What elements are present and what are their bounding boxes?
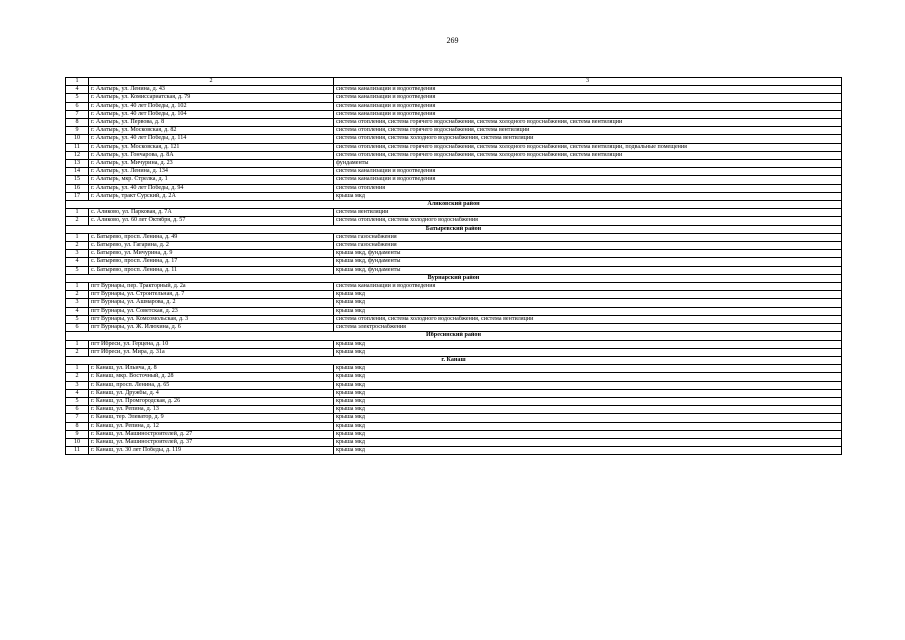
row-systems: крыша мкд (334, 291, 842, 299)
row-number: 1 (66, 233, 89, 241)
table-row (66, 176, 842, 184)
row-address: г. Алатырь, ул. Московская, д. 121 (89, 143, 334, 151)
row-address: пгт Вурнары, пер. Тракторный, д. 2а (89, 283, 334, 291)
section-title: Аликовский район (66, 201, 842, 209)
row-address: г. Алатырь, тракт Сурский, д. 2А (89, 192, 334, 200)
row-systems: система канализации и водоотведения (334, 86, 842, 94)
row-systems: крыша мкд (334, 389, 842, 397)
table-row (66, 414, 842, 422)
row-address: г. Алатырь, ул. 40 лет Победы, д. 102 (89, 102, 334, 110)
row-number: 8 (66, 119, 89, 127)
table-row (66, 94, 842, 102)
row-systems: система газоснабжения (334, 242, 842, 250)
table-row (66, 168, 842, 176)
row-number: 1 (66, 365, 89, 373)
row-systems: система канализации и водоотведения (334, 102, 842, 110)
row-systems: система вентиляции (334, 209, 842, 217)
column-number-row (66, 78, 842, 86)
table-row (66, 365, 842, 373)
row-address: г. Алатырь, ул. 40 лет Победы, д. 94 (89, 184, 334, 192)
table-row (66, 397, 842, 405)
row-number: 5 (66, 315, 89, 323)
row-address: г. Канаш, ул. Репина, д. 12 (89, 422, 334, 430)
row-number: 2 (66, 348, 89, 356)
row-systems: система отопления, система горячего водоснабжения, система холодного водоснабжения, система вентиляции (334, 151, 842, 159)
table-row (66, 340, 842, 348)
row-address: пгт Ибреси, ул. Мира, д. 31а (89, 348, 334, 356)
row-number: 10 (66, 135, 89, 143)
row-number: 16 (66, 184, 89, 192)
row-number: 4 (66, 258, 89, 266)
section-title: Вурнарский район (66, 274, 842, 282)
row-number: 4 (66, 307, 89, 315)
row-number: 1 (66, 283, 89, 291)
row-number: 2 (66, 291, 89, 299)
row-number: 5 (66, 397, 89, 405)
row-systems: крыша мкд (334, 438, 842, 446)
row-address: г. Алатырь, ул. Ленина, д. 43 (89, 86, 334, 94)
row-number: 6 (66, 406, 89, 414)
row-number: 15 (66, 176, 89, 184)
section-title: Батыревский район (66, 225, 842, 233)
row-number: 9 (66, 127, 89, 135)
row-systems: крыша мкд (334, 397, 842, 405)
table-row (66, 127, 842, 135)
table-row (66, 299, 842, 307)
row-number: 11 (66, 143, 89, 151)
row-address: г. Канаш, тер. Элеватор, д. 9 (89, 414, 334, 422)
table-row (66, 119, 842, 127)
table-row (66, 315, 842, 323)
table-row (66, 102, 842, 110)
section-title: Ибресинский район (66, 332, 842, 340)
row-number: 10 (66, 438, 89, 446)
row-address: г. Алатырь, ул. Ленина, д. 134 (89, 168, 334, 176)
row-address: г. Канаш, ул. Машиностроителей, д. 27 (89, 430, 334, 438)
table-row (66, 110, 842, 118)
row-address: г. Алатырь, ул. Гончарова, д. 8А (89, 151, 334, 159)
table-row (66, 266, 842, 274)
row-systems: крыша мкд (334, 307, 842, 315)
row-systems: фундаменты (334, 160, 842, 168)
section-header-row (66, 332, 842, 340)
row-systems: система электроснабжения (334, 324, 842, 332)
row-systems: крыша мкд, фундаменты (334, 266, 842, 274)
section-header-row (66, 201, 842, 209)
row-systems: система отопления, система холодного водоснабжения, система вентиляции (334, 315, 842, 323)
row-address: с. Аликово, ул. 60 лет Октября, д. 57 (89, 217, 334, 225)
row-systems: крыша мкд (334, 365, 842, 373)
row-systems: система газоснабжения (334, 233, 842, 241)
row-systems: крыша мкд (334, 430, 842, 438)
table-row (66, 242, 842, 250)
row-systems: крыша мкд (334, 192, 842, 200)
row-address: пгт Вурнары, ул. Ж. Илюхина, д. 6 (89, 324, 334, 332)
row-address: пгт Вурнары, ул. Комсомольская, д. 3 (89, 315, 334, 323)
table-row (66, 209, 842, 217)
row-number: 5 (66, 266, 89, 274)
table-row (66, 258, 842, 266)
row-number: 14 (66, 168, 89, 176)
table-row (66, 438, 842, 446)
row-number: 5 (66, 94, 89, 102)
row-number: 2 (66, 373, 89, 381)
row-number: 7 (66, 110, 89, 118)
row-systems: система канализации и водоотведения (334, 94, 842, 102)
row-number: 9 (66, 430, 89, 438)
row-number: 17 (66, 192, 89, 200)
row-number: 13 (66, 160, 89, 168)
row-number: 6 (66, 102, 89, 110)
table-row (66, 283, 842, 291)
row-systems: крыша мкд, фундаменты (334, 258, 842, 266)
row-systems: крыша мкд (334, 422, 842, 430)
row-address: г. Алатырь, ул. 40 лет Победы, д. 104 (89, 110, 334, 118)
row-systems: система отопления, система холодного водоснабжения (334, 217, 842, 225)
row-number: 8 (66, 422, 89, 430)
row-address: г. Канаш, мкр. Восточный, д. 28 (89, 373, 334, 381)
row-systems: крыша мкд (334, 299, 842, 307)
row-address: г. Канаш, ул. Промгородская, д. 26 (89, 397, 334, 405)
row-number: 3 (66, 381, 89, 389)
row-systems: система канализации и водоотведения (334, 110, 842, 118)
table-row (66, 348, 842, 356)
row-address: г. Канаш, ул. 30 лет Победы, д. 119 (89, 447, 334, 455)
row-number: 4 (66, 86, 89, 94)
row-address: г. Алатырь, ул. Мичурина, д. 23 (89, 160, 334, 168)
row-number: 7 (66, 414, 89, 422)
row-systems: крыша мкд (334, 381, 842, 389)
section-header-row (66, 274, 842, 282)
table-row (66, 389, 842, 397)
row-number: 1 (66, 209, 89, 217)
table-row (66, 184, 842, 192)
row-address: с. Батырево, просп. Ленина, д. 17 (89, 258, 334, 266)
section-title: г. Канаш (66, 356, 842, 364)
row-address: с. Батырево, ул. Гагарина, д. 2 (89, 242, 334, 250)
table-row (66, 430, 842, 438)
row-address: г. Канаш, ул. Машиностроителей, д. 37 (89, 438, 334, 446)
row-number: 3 (66, 250, 89, 258)
row-number: 4 (66, 389, 89, 397)
row-address: пгт Ибреси, ул. Герцена, д. 10 (89, 340, 334, 348)
row-address: г. Алатырь, ул. Комиссариатская, д. 79 (89, 94, 334, 102)
table-row (66, 307, 842, 315)
row-number: 1 (66, 340, 89, 348)
row-number: 2 (66, 217, 89, 225)
table-row (66, 217, 842, 225)
row-systems: система отопления (334, 184, 842, 192)
row-address: г. Алатырь, ул. Первова, д. 8 (89, 119, 334, 127)
table-row (66, 160, 842, 168)
row-number: 12 (66, 151, 89, 159)
table-row (66, 291, 842, 299)
table-body (66, 78, 842, 455)
row-systems: система отопления, система холодного водоснабжения, система вентиляции (334, 135, 842, 143)
row-address: г. Алатырь, мкр. Стрелка, д. 1 (89, 176, 334, 184)
table-row (66, 406, 842, 414)
table-row (66, 422, 842, 430)
row-address: г. Алатырь, ул. 40 лет Победы, д. 114 (89, 135, 334, 143)
row-systems: крыша мкд (334, 340, 842, 348)
row-address: с. Батырево, просп. Ленина, д. 49 (89, 233, 334, 241)
row-address: пгт Вурнары, ул. Ашмарова, д. 2 (89, 299, 334, 307)
row-systems: крыша мкд (334, 348, 842, 356)
row-address: г. Канаш, ул. Дружбы, д. 4 (89, 389, 334, 397)
row-address: пгт Вурнары, ул. Строительная, д. 7 (89, 291, 334, 299)
row-number: 11 (66, 447, 89, 455)
column-number-2: 2 (89, 78, 334, 86)
row-address: г. Канаш, ул. Репина, д. 13 (89, 406, 334, 414)
row-systems: крыша мкд (334, 414, 842, 422)
table-row (66, 233, 842, 241)
row-systems: система отопления, система горячего водоснабжения, система холодного водоснабжения, система вентиляции, подвальные помещения (334, 143, 842, 151)
page-number: 269 (446, 36, 459, 45)
row-address: с. Аликово, ул. Парковая, д. 7А (89, 209, 334, 217)
row-address: г. Алатырь, ул. Московская, д. 82 (89, 127, 334, 135)
row-number: 2 (66, 242, 89, 250)
table-row (66, 86, 842, 94)
row-systems: крыша мкд (334, 373, 842, 381)
table-row (66, 151, 842, 159)
row-address: г. Канаш, ул. Ильича, д. 8 (89, 365, 334, 373)
row-systems: крыша мкд (334, 447, 842, 455)
row-systems: система канализации и водоотведения (334, 168, 842, 176)
repair-systems-table (65, 77, 842, 455)
section-header-row (66, 356, 842, 364)
table-row (66, 373, 842, 381)
table-row (66, 324, 842, 332)
row-systems: система канализации и водоотведения (334, 176, 842, 184)
row-number: 6 (66, 324, 89, 332)
column-number-1: 1 (66, 78, 89, 86)
table-row (66, 192, 842, 200)
row-systems: система отопления, система горячего водоснабжения, система вентиляции (334, 127, 842, 135)
section-header-row (66, 225, 842, 233)
row-systems: крыша мкд, фундаменты (334, 250, 842, 258)
row-address: с. Батырево, просп. Ленина, д. 11 (89, 266, 334, 274)
row-address: пгт Вурнары, ул. Советская, д. 23 (89, 307, 334, 315)
table-row (66, 250, 842, 258)
row-systems: система отопления, система горячего водоснабжения, система холодного водоснабжения, система вентиляции (334, 119, 842, 127)
row-number: 3 (66, 299, 89, 307)
table-row (66, 447, 842, 455)
row-address: с. Батырево, ул. Мичурина, д. 9 (89, 250, 334, 258)
table-row (66, 143, 842, 151)
table-row (66, 135, 842, 143)
row-systems: система канализации и водоотведения (334, 283, 842, 291)
row-systems: крыша мкд (334, 406, 842, 414)
table-row (66, 381, 842, 389)
row-address: г. Канаш, просп. Ленина, д. 65 (89, 381, 334, 389)
column-number-3: 3 (334, 78, 842, 86)
